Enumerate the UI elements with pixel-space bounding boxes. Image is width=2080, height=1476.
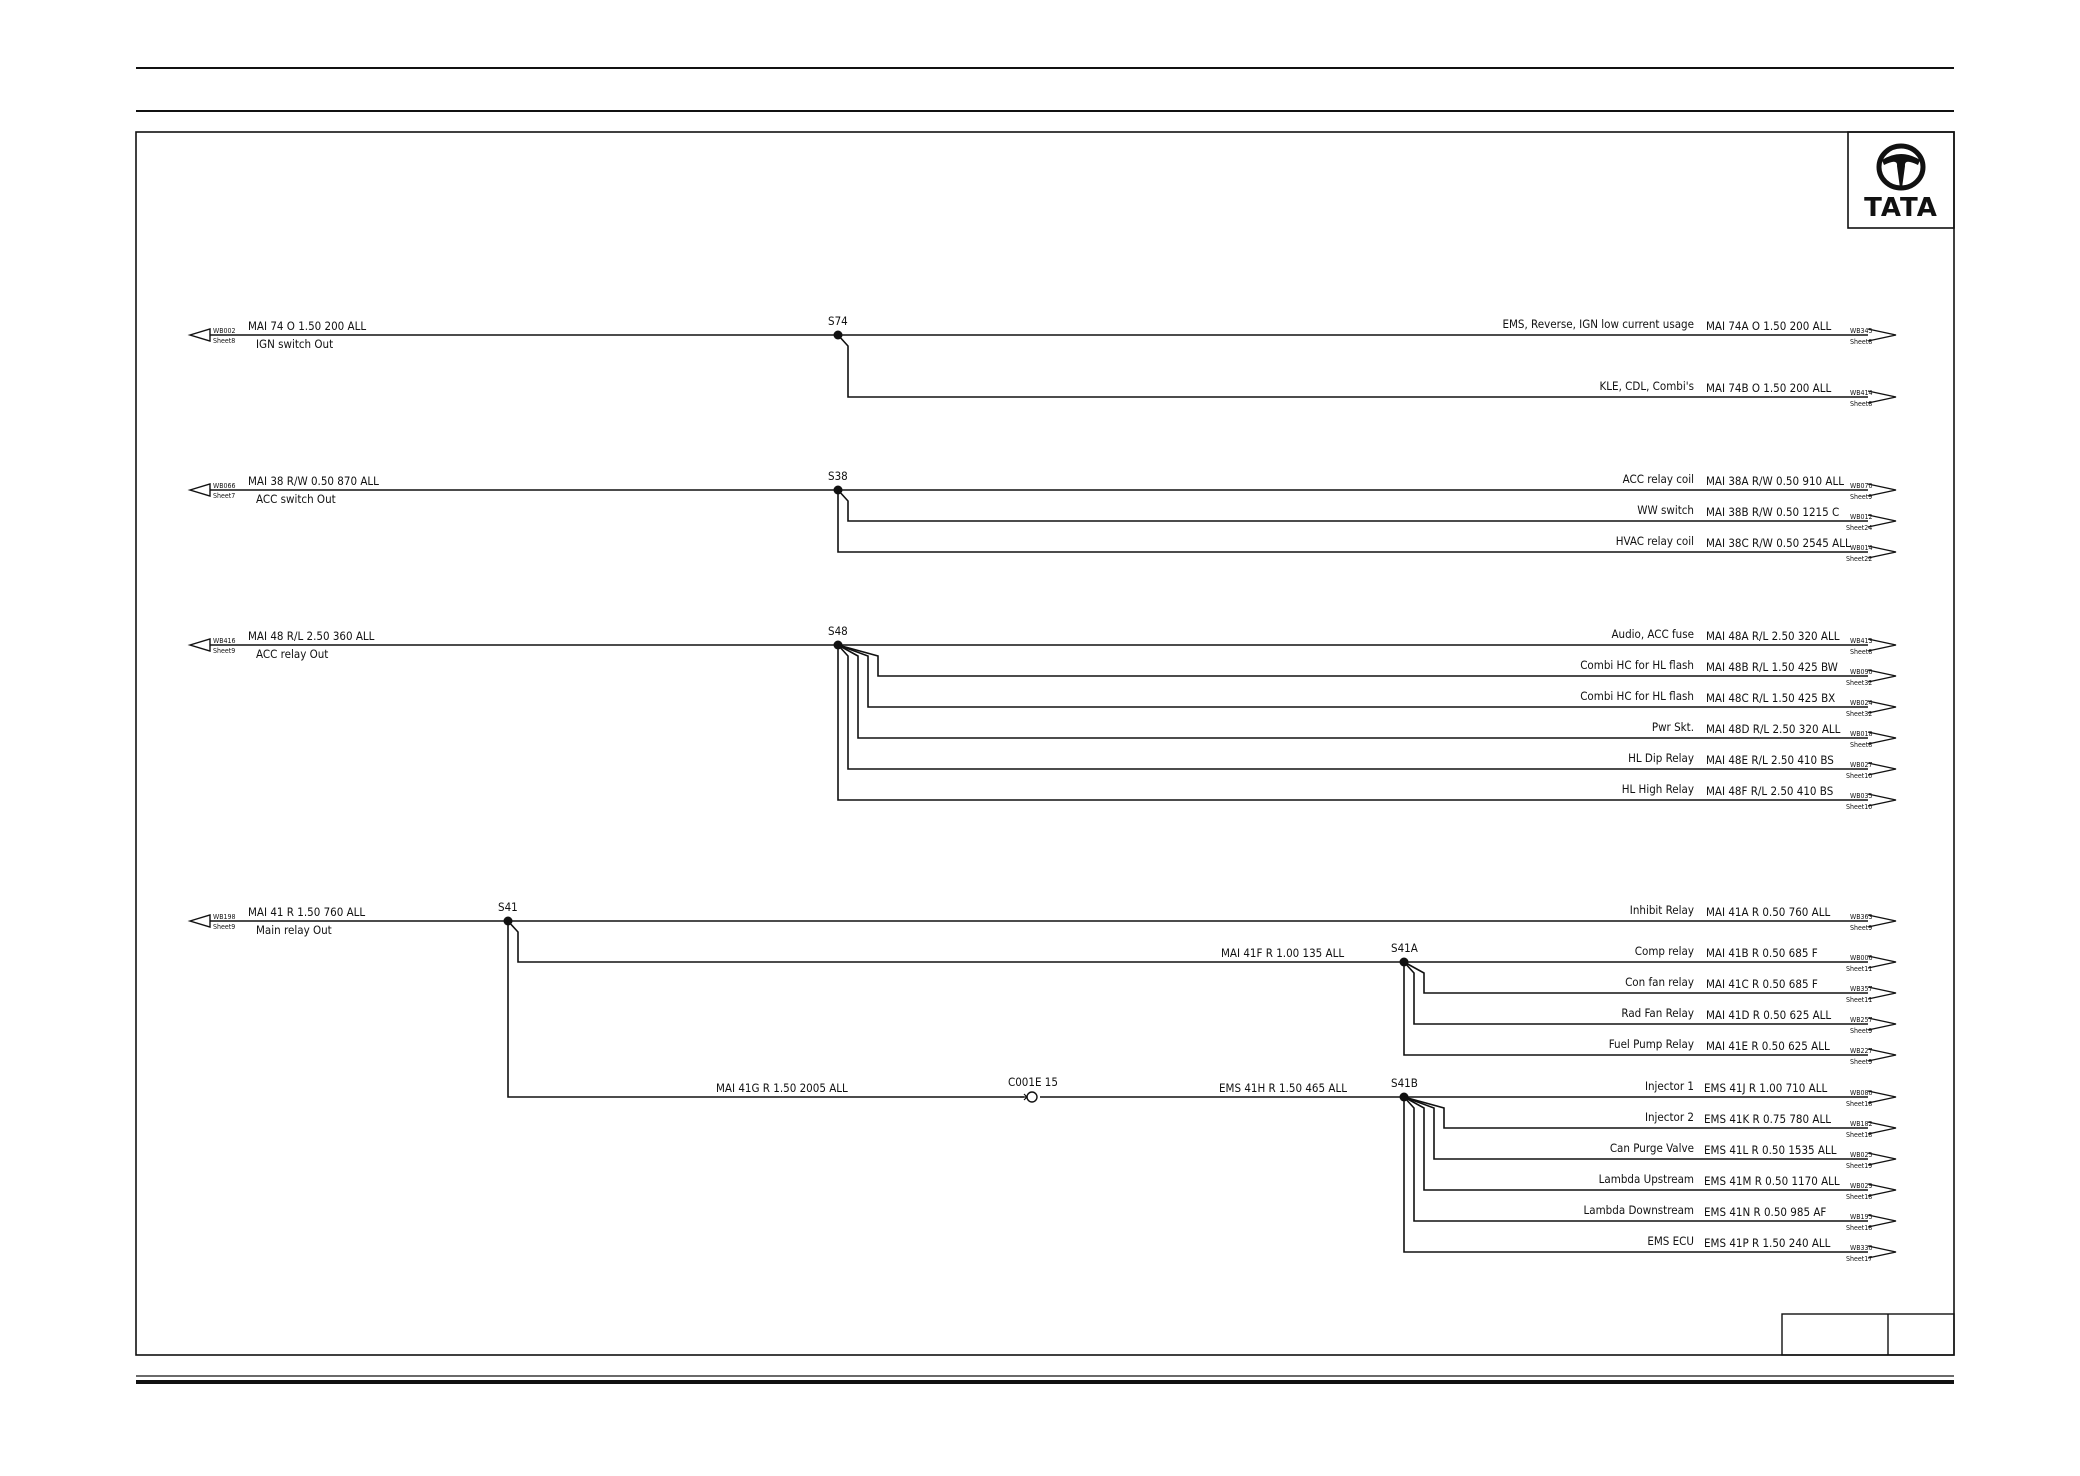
branch-wire: EMS 41L R 0.50 1535 ALL (1704, 1143, 1837, 1157)
diagram-text: WB012 (1850, 513, 1873, 521)
diagram-circle (1027, 1092, 1037, 1102)
diagram-text: Sheet32 (1846, 679, 1873, 687)
diagram-text: WB070 (1850, 482, 1873, 490)
output-connector (1846, 1151, 1896, 1170)
diagram-text: Sheet18 (1846, 1193, 1873, 1201)
diagram-text: WB090 (1850, 668, 1873, 676)
output-connector (1846, 1120, 1896, 1139)
branch-desc: Lambda Upstream (1598, 1172, 1694, 1186)
branch-desc: HL High Relay (1621, 782, 1694, 796)
branch-wire: MAI 41C R 0.50 685 F (1706, 977, 1818, 991)
branch-desc: ACC relay coil (1622, 472, 1694, 486)
branch-wire: MAI 38B R/W 0.50 1215 C (1706, 505, 1840, 519)
connector-sheet: Sheet7 (213, 492, 236, 500)
diagram-text: Sheet8 (1850, 741, 1873, 749)
branch-desc: HVAC relay coil (1615, 534, 1694, 548)
diagram-text: WB257 (1850, 1016, 1873, 1024)
diagram-text: Sheet10 (1846, 803, 1873, 811)
diagram-text: Sheet18 (1846, 1131, 1873, 1139)
diagram-text: WB029 (1850, 1182, 1873, 1190)
connector-label: C001E 15 (1008, 1075, 1058, 1089)
branch-desc: Comp relay (1634, 944, 1694, 958)
connector-sheet: Sheet8 (213, 337, 236, 345)
connector-ref: WB002 (213, 327, 236, 335)
diagram-text: WB345 (1850, 327, 1873, 335)
branch-desc: Con fan relay (1625, 975, 1694, 989)
splice-label: S38 (828, 469, 848, 483)
output-connector (1846, 792, 1896, 811)
splice-label: S41A (1391, 941, 1418, 955)
branch-wire: MAI 48B R/L 1.50 425 BW (1706, 660, 1838, 674)
diagram-text: Sheet22 (1846, 555, 1873, 563)
branch-desc: Fuel Pump Relay (1608, 1037, 1694, 1051)
diagram-rect (1782, 1314, 1954, 1355)
connector-sheet: Sheet9 (213, 647, 236, 655)
splice-label: S48 (828, 624, 848, 638)
connector-ref: WB198 (213, 913, 236, 921)
output-connector (1846, 761, 1896, 780)
branch-wire: MAI 74A O 1.50 200 ALL (1706, 319, 1832, 333)
branch-wire: EMS 41N R 0.50 985 AF (1704, 1205, 1827, 1219)
tata-logo-icon (1879, 146, 1923, 188)
diagram-text: Sheet9 (1850, 1027, 1873, 1035)
branch-wire: MAI 48C R/L 1.50 425 BX (1706, 691, 1836, 705)
wire-label: MAI 48 R/L 2.50 360 ALL (248, 629, 375, 643)
branch-wire: MAI 41E R 0.50 625 ALL (1706, 1039, 1830, 1053)
branch-wire: MAI 38A R/W 0.50 910 ALL (1706, 474, 1844, 488)
input-connector (190, 482, 236, 500)
connector-arrow (190, 639, 210, 651)
diagram-text: Sheet9 (1850, 1058, 1873, 1066)
branch-wire: EMS 41J R 1.00 710 ALL (1704, 1081, 1828, 1095)
output-connector (1846, 668, 1896, 687)
splice-label: S41 (498, 900, 518, 914)
branch-wire: EMS 41M R 0.50 1170 ALL (1704, 1174, 1840, 1188)
wire-label: MAI 41F R 1.00 135 ALL (1221, 946, 1345, 960)
wire-desc: ACC switch Out (256, 492, 336, 506)
splice-label: S41B (1391, 1076, 1418, 1090)
diagram-text: WB227 (1850, 1047, 1873, 1055)
output-connector (1850, 1047, 1896, 1066)
output-connector (1850, 482, 1896, 501)
branch-wire: EMS 41K R 0.75 780 ALL (1704, 1112, 1831, 1126)
output-connector (1846, 1089, 1896, 1108)
output-connector (1850, 913, 1896, 932)
brand-name: TATA (1864, 193, 1938, 223)
diagram-text: Sheet10 (1846, 772, 1873, 780)
diagram-text: WB330 (1850, 1244, 1873, 1252)
branch-desc: Combi HC for HL flash (1580, 658, 1694, 672)
splice-label: S74 (828, 314, 848, 328)
diagram-text: WB080 (1850, 1089, 1873, 1097)
branch-wire: MAI 48D R/L 2.50 320 ALL (1706, 722, 1841, 736)
diagram-text: Sheet18 (1846, 1224, 1873, 1232)
diagram-text: WB182 (1850, 1120, 1873, 1128)
diagram-text: WB363 (1850, 913, 1873, 921)
input-connector (190, 637, 236, 655)
output-connector (1846, 1213, 1896, 1232)
diagram-text: Sheet9 (1850, 924, 1873, 932)
diagram-text: WB195 (1850, 1213, 1873, 1221)
input-connector (190, 913, 236, 931)
branch-desc: Lambda Downstream (1583, 1203, 1694, 1217)
diagram-text: Sheet18 (1846, 1100, 1873, 1108)
wire-label: EMS 41H R 1.50 465 ALL (1219, 1081, 1347, 1095)
diagram-text: Sheet11 (1846, 996, 1873, 1004)
branch-wire: MAI 41A R 0.50 760 ALL (1706, 905, 1831, 919)
output-connector (1850, 637, 1896, 656)
branch-desc: Injector 1 (1644, 1079, 1694, 1093)
branch-wire: EMS 41P R 1.50 240 ALL (1704, 1236, 1831, 1250)
branch-desc: Pwr Skt. (1651, 720, 1694, 734)
branch-wire: MAI 48E R/L 2.50 410 BS (1706, 753, 1834, 767)
branch-desc: EMS, Reverse, IGN low current usage (1502, 317, 1694, 331)
title-block (1782, 1314, 1954, 1355)
input-connector (190, 327, 236, 345)
connector-ref: WB416 (213, 637, 236, 645)
branch-desc: Combi HC for HL flash (1580, 689, 1694, 703)
branch-wire: MAI 41B R 0.50 685 F (1706, 946, 1818, 960)
output-connector (1846, 1182, 1896, 1201)
splice-group-s48 (190, 624, 1896, 811)
wire-line (508, 921, 1024, 1097)
wire-label: MAI 41G R 1.50 2005 ALL (716, 1081, 848, 1095)
diagram-text: WB014 (1850, 544, 1873, 552)
splice-group-s38 (190, 469, 1896, 563)
connector-arrow (1020, 1094, 1027, 1100)
branch-desc: Audio, ACC fuse (1611, 627, 1694, 641)
branch-wire: MAI 38C R/W 0.50 2545 ALL (1706, 536, 1851, 550)
diagram-text: Sheet11 (1846, 965, 1873, 973)
diagram-text: WB414 (1850, 389, 1873, 397)
diagram-text: Sheet17 (1846, 1255, 1873, 1263)
diagram-text: Sheet8 (1850, 400, 1873, 408)
branch-desc: Rad Fan Relay (1621, 1006, 1694, 1020)
diagram-text: Sheet19 (1846, 1162, 1873, 1170)
output-connector (1850, 327, 1896, 346)
output-connector (1846, 699, 1896, 718)
branch-desc: Inhibit Relay (1629, 903, 1694, 917)
splice-group-s41 (190, 900, 1896, 1263)
connector-arrow (190, 915, 210, 927)
diagram-text: WB027 (1850, 761, 1873, 769)
inline-connector (1008, 1075, 1058, 1102)
wire-desc: ACC relay Out (256, 647, 329, 661)
branch-wire: MAI 41D R 0.50 625 ALL (1706, 1008, 1832, 1022)
diagram-text: WB357 (1850, 985, 1873, 993)
output-connector (1846, 985, 1896, 1004)
diagram-text: Sheet32 (1846, 710, 1873, 718)
wire-label: MAI 74 O 1.50 200 ALL (248, 319, 367, 333)
diagram-text: Sheet9 (1850, 493, 1873, 501)
diagram-text: WB024 (1850, 699, 1873, 707)
branch-desc: WW switch (1637, 503, 1694, 517)
diagram-text: WB006 (1850, 954, 1873, 962)
diagram-text: Sheet8 (1850, 338, 1873, 346)
diagram-text: WB413 (1850, 637, 1873, 645)
diagram-text: Sheet8 (1850, 648, 1873, 656)
branch-desc: KLE, CDL, Combi's (1599, 379, 1694, 393)
diagram-text: WB035 (1850, 792, 1873, 800)
wire-desc: Main relay Out (256, 923, 332, 937)
output-connector (1846, 544, 1896, 563)
output-connector (1846, 513, 1896, 532)
branch-wire: MAI 74B O 1.50 200 ALL (1706, 381, 1832, 395)
connector-arrow (190, 329, 210, 341)
branch-wire: MAI 48F R/L 2.50 410 BS (1706, 784, 1834, 798)
logo-box (1848, 132, 1954, 228)
diagram-text: WB025 (1850, 1151, 1873, 1159)
connector-sheet: Sheet9 (213, 923, 236, 931)
connector-ref: WB066 (213, 482, 236, 490)
branch-desc: Can Purge Valve (1609, 1141, 1694, 1155)
diagram-text: Sheet24 (1846, 524, 1873, 532)
branch-desc: HL Dip Relay (1628, 751, 1694, 765)
output-connector (1850, 389, 1896, 408)
diagram-text: WB018 (1850, 730, 1873, 738)
branch-desc: Injector 2 (1644, 1110, 1694, 1124)
wire-desc: IGN switch Out (256, 337, 334, 351)
output-connector (1846, 1244, 1896, 1263)
connector-arrow (190, 484, 210, 496)
branch-desc: EMS ECU (1647, 1234, 1694, 1248)
output-connector (1846, 954, 1896, 973)
output-connector (1850, 1016, 1896, 1035)
branch-wire: MAI 48A R/L 2.50 320 ALL (1706, 629, 1840, 643)
wire-label: MAI 41 R 1.50 760 ALL (248, 905, 366, 919)
wire-label: MAI 38 R/W 0.50 870 ALL (248, 474, 379, 488)
splice-group-s74 (190, 314, 1896, 408)
output-connector (1850, 730, 1896, 749)
